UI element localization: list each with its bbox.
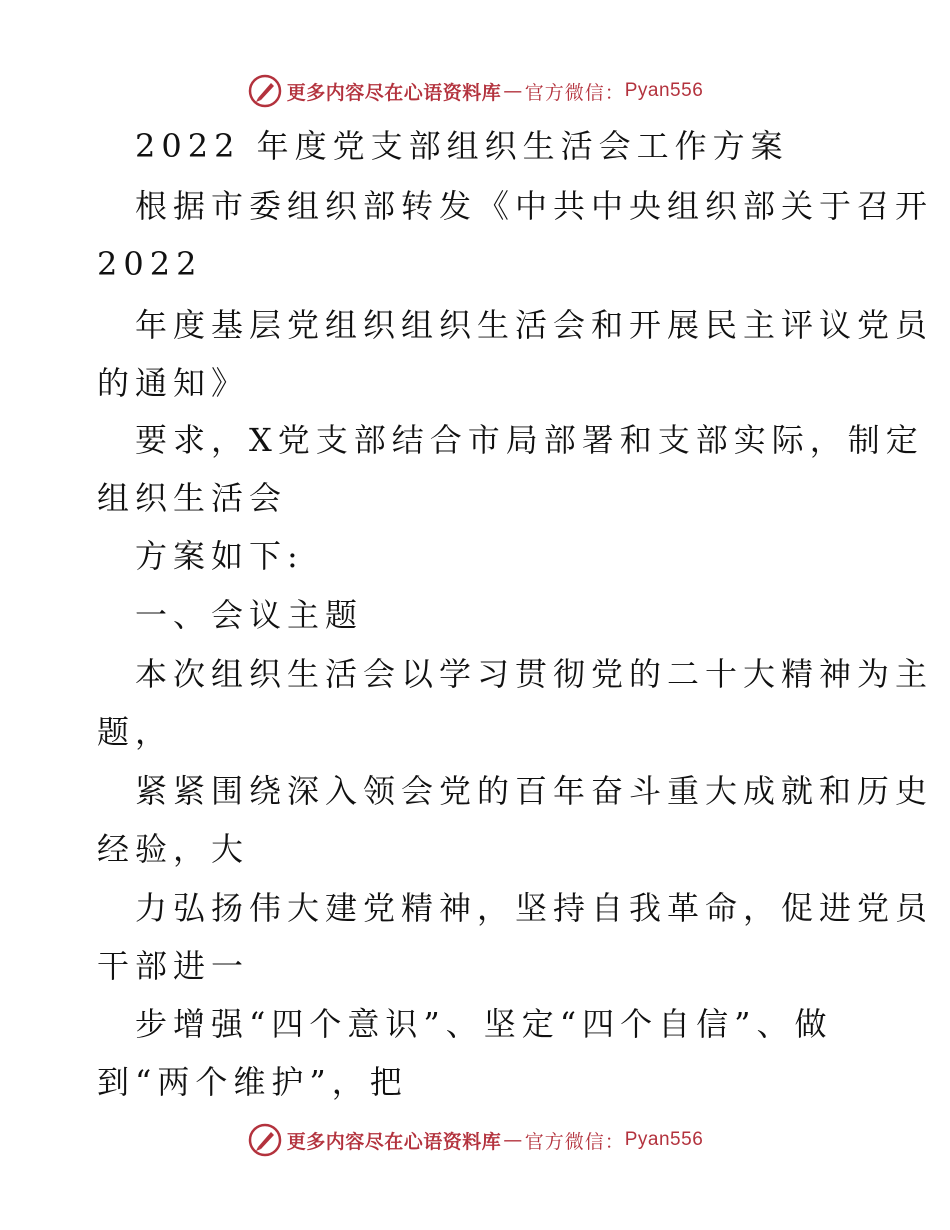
pen-logo-icon: [247, 1122, 283, 1158]
paragraph-line: 到“两个维护”，把: [97, 1063, 408, 1101]
banner-wechat-label: 官方微信：: [524, 1130, 625, 1153]
paragraph-line: 方案如下:: [135, 537, 304, 575]
section-heading: 一、会议主题: [135, 596, 364, 634]
paragraph-line: 力弘扬伟大建党精神，坚持自我革命，促进党员: [135, 889, 934, 927]
paragraph-line: 年度基层党组织组织生活会和开展民主评议党员: [135, 306, 934, 344]
paragraph-line: 题，: [97, 713, 174, 751]
banner-dash: —: [503, 1129, 523, 1151]
document-title: 2022 年度党支部组织生活会工作方案: [135, 127, 789, 165]
paragraph-line: 经验，大: [97, 830, 250, 868]
pen-logo-icon: [247, 73, 283, 109]
paragraph-line: 干部进一: [97, 947, 250, 985]
banner-brand: 更多内容尽在心语资料库: [286, 81, 502, 104]
paragraph-line: 组织生活会: [97, 479, 288, 517]
paragraph-line: 紧紧围绕深入领会党的百年奋斗重大成就和历史: [135, 772, 934, 810]
paragraph-line: 根据市委组织部转发《中共中央组织部关于召开: [135, 187, 934, 225]
paragraph-line: 要求，X党支部结合市局部署和支部实际，制定: [135, 421, 924, 459]
banner-wechat-id: Pyan556: [624, 1129, 704, 1150]
paragraph-line: 的通知》: [97, 364, 250, 402]
paragraph-line: 本次组织生活会以学习贯彻党的二十大精神为主: [135, 655, 934, 693]
footer-banner: [0, 1118, 950, 1162]
header-banner: [0, 69, 950, 113]
banner-wechat-label: 官方微信：: [524, 81, 625, 104]
banner-wechat-id: Pyan556: [624, 80, 704, 101]
paragraph-line: 步增强“四个意识”、坚定“四个自信”、做: [135, 1005, 833, 1043]
paragraph-line: 2022: [97, 245, 203, 283]
banner-dash: —: [503, 80, 523, 102]
banner-brand: 更多内容尽在心语资料库: [286, 1130, 502, 1153]
